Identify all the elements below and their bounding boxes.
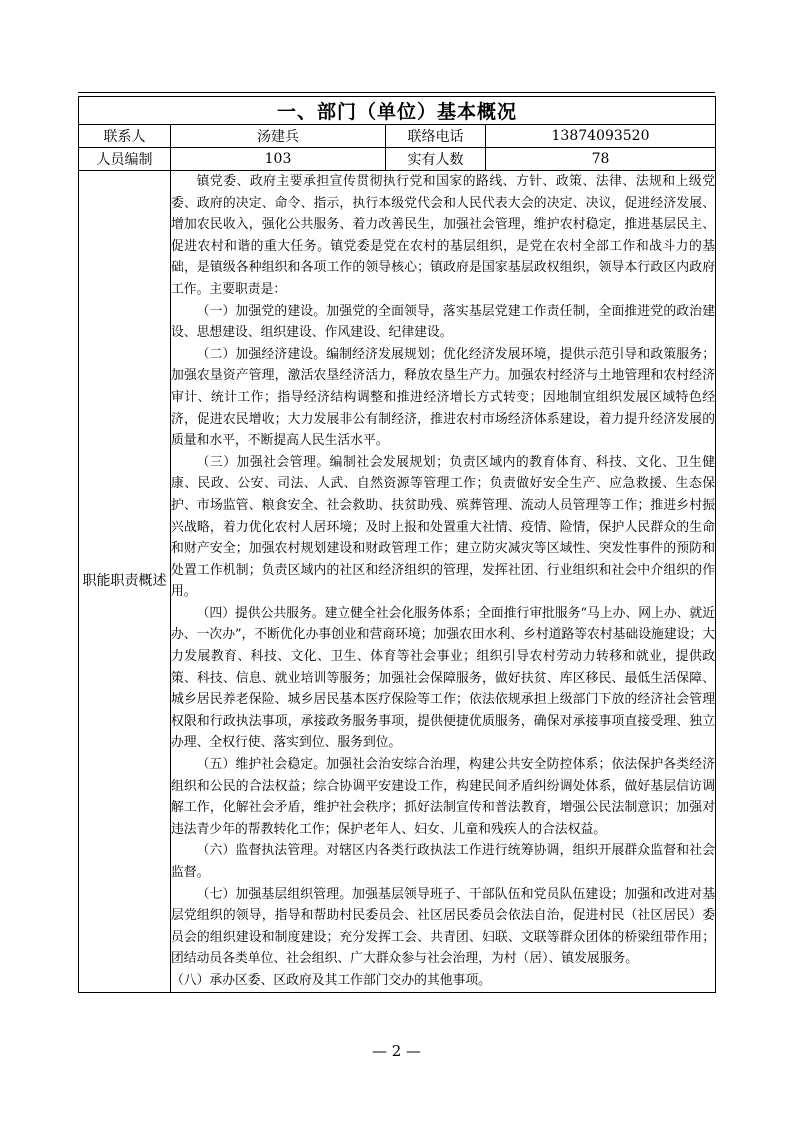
duties-paragraph: （四）提供公共服务。建立健全社会化服务体系；全面推行审批服务“马上办、网上办、就近办、一次办”，不断优化办事创业和营商环境；加强农田水利、乡村道路等农村基础设施建设；大力发展教育、科技、文化、卫生、体育等社会事业；组织引导农村劳动力转移和就业，提供政策、科技、信息、就业培训等服务；加强社会保障服务，做好扶贫、库区移民、最低生活保障、城乡居民养老保险、城乡居民基本医疗保险等工作；依法依规承担上级部门下放的经济社会管理权限和行政执法事项，承接政务服务事项，提供便捷优质服务，确保对承接事项直接受理、独立办理、全权行使、落实到位、服务到位。 — [171, 605, 716, 751]
actual-staff-value: 78 — [486, 148, 716, 171]
duties-paragraph: （三）加强社会管理。编制社会发展规划；负责区域内的教育体育、科技、文化、卫生健康、民政、公安、司法、人武、自然资源等管理工作；负责做好安全生产、应急救援、生态保护、市场监管、粮食安全、社会救助、扶贫助残、殡葬管理、流动人员管理等工作；推进乡村振兴战略，着力优化农村人居环境；及时上报和处置重大社情、疫情、险情，保护人民群众的生命和财产安全；加强农村规划建设和财政管理工作；建立防灾减灾等区域性、突发性事件的预防和处置工作机制；负责区域内的社区和经济组织的管理，发挥社团、行业组织和社会中介组织的作用。 — [171, 454, 716, 600]
contact-label: 联系人 — [79, 125, 171, 148]
page-number: — 2 — — [371, 1042, 422, 1060]
duties-paragraph: （八）承办区委、区政府及其工作部门交办的其他事项。 — [171, 972, 491, 988]
top-rule — [78, 92, 715, 93]
duties-label: 职能职责概述 — [79, 171, 171, 993]
duties-paragraph: 镇党委、政府主要承担宣传贯彻执行党和国家的路线、方针、政策、法律、法规和上级党委、政府的决定、命令、指示，执行本级党代会和人民代表大会的决定、决议，促进经济发展、增加农民收入，强化公共服务、着力改善民生，加强社会管理，维护农村稳定，推进基层民主、促进农村和谐的重大任务。镇党委是党在农村的基层组织，是党在农村全部工作和战斗力的基础，是镇级各种组织和各项工作的领导核心；镇政府是国家基层政权组织，领导本行政区内政府工作。主要职责是： — [171, 174, 716, 297]
staff-quota-label: 人员编制 — [79, 148, 171, 171]
phone-value: 13874093520 — [486, 125, 716, 148]
contact-value: 汤建兵 — [171, 125, 386, 148]
duties-paragraph: （五）维护社会稳定。加强社会治安综合治理，构建公共安全防控体系；依法保护各类经济组织和公民的合法权益；综合协调平安建设工作，构建民间矛盾纠纷调处体系，做好基层信访调解工作，化解社会矛盾，维护社会秩序；抓好法制宣传和普法教育，增强公民法制意识；加强对违法青少年的帮教转化工作；保护老年人、妇女、儿童和残疾人的合法权益。 — [171, 757, 716, 837]
duties-paragraph: （一）加强党的建设。加强党的全面领导，落实基层党建工作责任制，全面推进党的政治建设、思想建设、组织建设、作风建设、纪律建设。 — [171, 303, 716, 341]
duties-paragraph: （二）加强经济建设。编制经济发展规划；优化经济发展环境，提供示范引导和政策服务；加强农垦资产管理，激活农垦经济活力，释放农垦生产力。加强农村经济与土地管理和农村经济审计、统计工作；指导经济结构调整和推进经济增长方式转变；因地制宜组织发展区域特色经济，促进农民增收；大力发展非公有制经济，推进农村市场经济体系建设，着力提升经济发展的质量和水平，不断提高人民生活水平。 — [171, 346, 716, 449]
duties-content — [171, 171, 716, 993]
duties-paragraph: （七）加强基层组织管理。加强基层领导班子、干部队伍和党员队伍建设；加强和改进对基层党组织的领导，指导和帮助村民委员会、社区居民委员会依法自治，促进村民（社区居民）委员会的组织建设和制度建设；充分发挥工会、共青团、妇联、文联等群众团体的桥梁纽带作用；团结动员各类单位、社会组织、广大群众参与社会治理，为村（居）、镇发展服务。 — [171, 886, 716, 967]
phone-label: 联络电话 — [386, 125, 486, 148]
actual-staff-label: 实有人数 — [386, 148, 486, 171]
staff-quota-value: 103 — [171, 148, 386, 171]
duties-paragraph: （六）监督执法管理。对辖区内各类行政执法工作进行统筹协调，组织开展群众监督和社会监督。 — [171, 843, 716, 880]
table-title: 一、部门（单位）基本概况 — [79, 97, 716, 125]
basic-info-table — [78, 96, 716, 993]
